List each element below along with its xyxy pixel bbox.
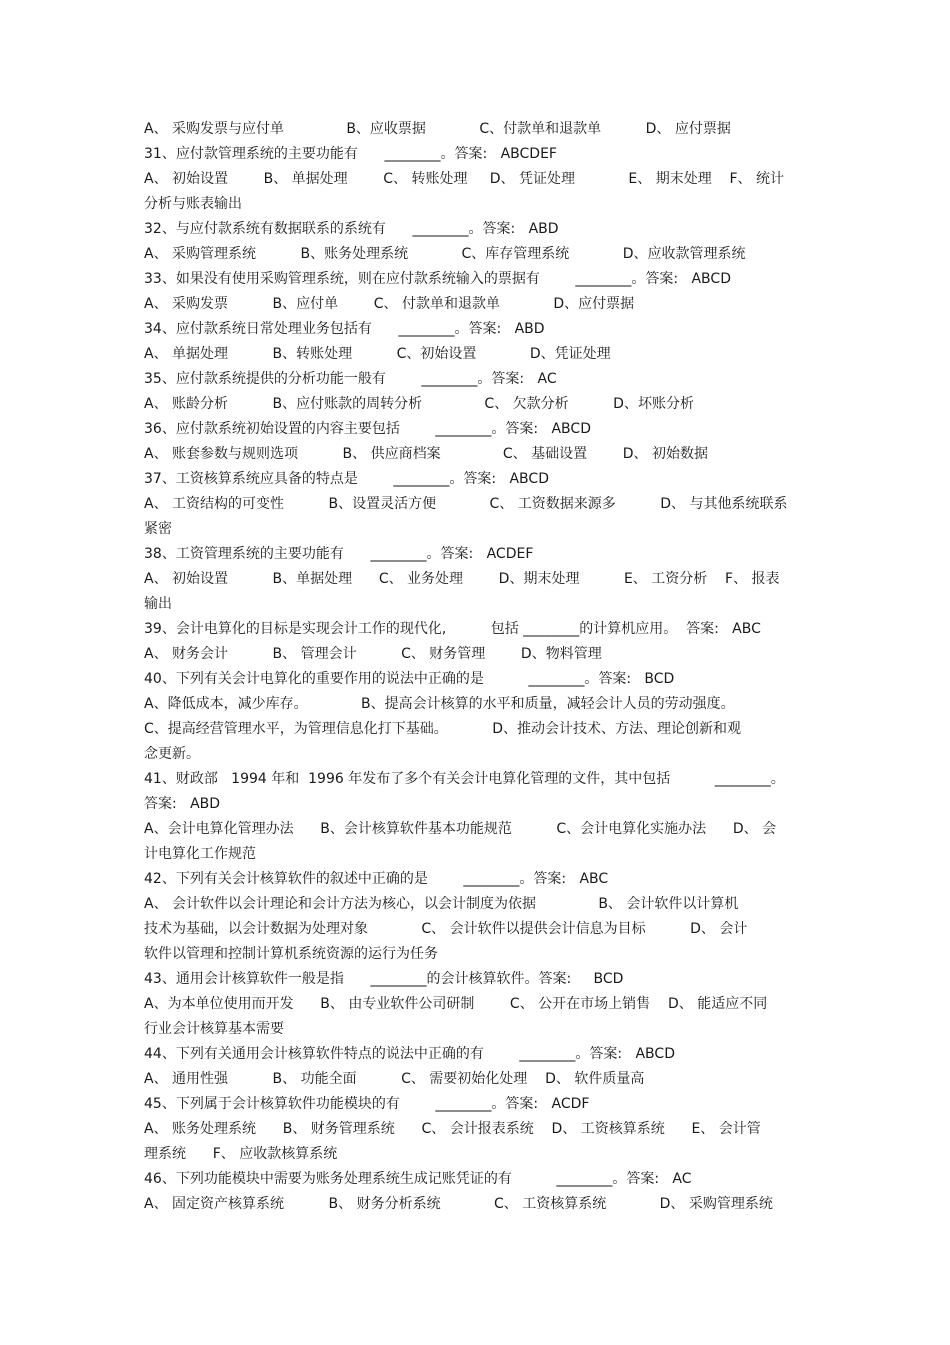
- answer-options-line: A、 初始设置 B、 单据处理 C、 转账处理 D、 凭证处理 E、 期末处理 F、 统计: [144, 171, 784, 187]
- answer-options-line: C、提高经营管理水平，为管理信息化打下基础。 D、推动会计技术、方法、理论创新和观: [144, 721, 742, 737]
- answer-options-line: A、 单据处理 B、转账处理 C、初始设置 D、凭证处理: [144, 346, 611, 362]
- answer-options-continuation: 输出: [144, 596, 172, 612]
- question-31: 31、应付款管理系统的主要功能有 ________。答案: ABCDEF: [144, 146, 557, 162]
- question-41: 41、财政部 1994 年和 1996 年发布了多个有关会计电算化管理的文件，其中包括 ________。: [144, 771, 785, 787]
- question-38: 38、工资管理系统的主要功能有 ________。答案: ACDEF: [144, 546, 534, 562]
- answer-options-continuation: 理系统 F、 应收款核算系统: [144, 1146, 338, 1162]
- question-43: 43、通用会计核算软件一般是指 ________的会计核算软件。答案: BCD: [144, 971, 624, 987]
- question-36: 36、应付款系统初始设置的内容主要包括 ________。答案: ABCD: [144, 421, 591, 437]
- question-44: 44、下列有关通用会计核算软件特点的说法中正确的有 ________。答案: ABCD: [144, 1046, 675, 1062]
- answer-options-continuation: 紧密: [144, 521, 172, 537]
- question-33: 33、如果没有使用采购管理系统，则在应付款系统输入的票据有 ________。答案: ABCD: [144, 271, 731, 287]
- answer-options-line: A、 采购管理系统 B、账务处理系统 C、库存管理系统 D、应收款管理系统: [144, 246, 746, 262]
- answer-options-line: A、为本单位使用而开发 B、 由专业软件公司研制 C、 公开在市场上销售 D、 能适应不同: [144, 996, 768, 1012]
- question-42: 42、下列有关会计核算软件的叙述中正确的是 ________。答案: ABC: [144, 871, 609, 887]
- question-40: 40、下列有关会计电算化的重要作用的说法中正确的是 ________。答案: BCD: [144, 671, 675, 687]
- answer-options-continuation: 念更新。: [144, 746, 200, 762]
- answer-options-line: A、会计电算化管理办法 B、会计核算软件基本功能规范 C、会计电算化实施办法 D、 会: [144, 821, 777, 837]
- answer-options-line: A、 工资结构的可变性 B、设置灵活方便 C、 工资数据来源多 D、 与其他系统联系: [144, 496, 788, 512]
- answer-options-continuation: 行业会计核算基本需要: [144, 1021, 284, 1037]
- question-35: 35、应付款系统提供的分析功能一般有 ________。答案: AC: [144, 371, 557, 387]
- question-32: 32、与应付款系统有数据联系的系统有 ________。答案: ABD: [144, 221, 559, 237]
- question-37: 37、工资核算系统应具备的特点是 ________。答案: ABCD: [144, 471, 549, 487]
- question-41-answer: 答案: ABD: [144, 796, 221, 812]
- answer-options-line: A、 通用性强 B、 功能全面 C、 需要初始化处理 D、 软件质量高: [144, 1071, 645, 1087]
- question-46: 46、下列功能模块中需要为账务处理系统生成记账凭证的有 ________。答案: AC: [144, 1171, 692, 1187]
- answer-options-line: A、 财务会计 B、 管理会计 C、 财务管理 D、物料管理: [144, 646, 602, 662]
- answer-options-line: A、 账套参数与规则选项 B、 供应商档案 C、 基础设置 D、 初始数据: [144, 446, 708, 462]
- answer-options-continuation: 分析与账表输出: [144, 196, 242, 212]
- answer-options-continuation: 计电算化工作规范: [144, 846, 256, 862]
- answer-options-line: A、 账龄分析 B、应付账款的周转分析 C、 欠款分析 D、坏账分析: [144, 396, 694, 412]
- question-list: [144, 117, 810, 1217]
- answer-options-line: A、 初始设置 B、单据处理 C、 业务处理 D、期末处理 E、 工资分析 F、 报表: [144, 571, 780, 587]
- answer-options-line: A、 会计软件以会计理论和会计方法为核心，以会计制度为依据 B、 会计软件以计算机: [144, 896, 739, 912]
- answer-options-line: A、 采购发票 B、应付单 C、 付款单和退款单 D、应付票据: [144, 296, 635, 312]
- answer-options-line: A、降低成本，减少库存。 B、提高会计核算的水平和质量，减轻会计人员的劳动强度。: [144, 696, 735, 712]
- question-39: 39、会计电算化的目标是实现会计工作的现代化, 包括 ________的计算机应用。 答案: ABC: [144, 621, 761, 637]
- question-45: 45、下列属于会计核算软件功能模块的有 ________。答案: ACDF: [144, 1096, 590, 1112]
- answer-options-line: A、 固定资产核算系统 B、 财务分析系统 C、 工资核算系统 D、 采购管理系统: [144, 1196, 773, 1212]
- question-34: 34、应付款系统日常处理业务包括有 ________。答案: ABD: [144, 321, 545, 337]
- answer-options-continuation: 技术为基础，以会计数据为处理对象 C、 会计软件以提供会计信息为目标 D、 会计: [144, 921, 748, 937]
- answer-options-line: A、 账务处理系统 B、 财务管理系统 C、 会计报表系统 D、 工资核算系统 E、 会计管: [144, 1121, 761, 1137]
- answer-options-line: A、 采购发票与应付单 B、应收票据 C、付款单和退款单 D、 应付票据: [144, 121, 731, 137]
- answer-options-continuation: 软件以管理和控制计算机系统资源的运行为任务: [144, 946, 438, 962]
